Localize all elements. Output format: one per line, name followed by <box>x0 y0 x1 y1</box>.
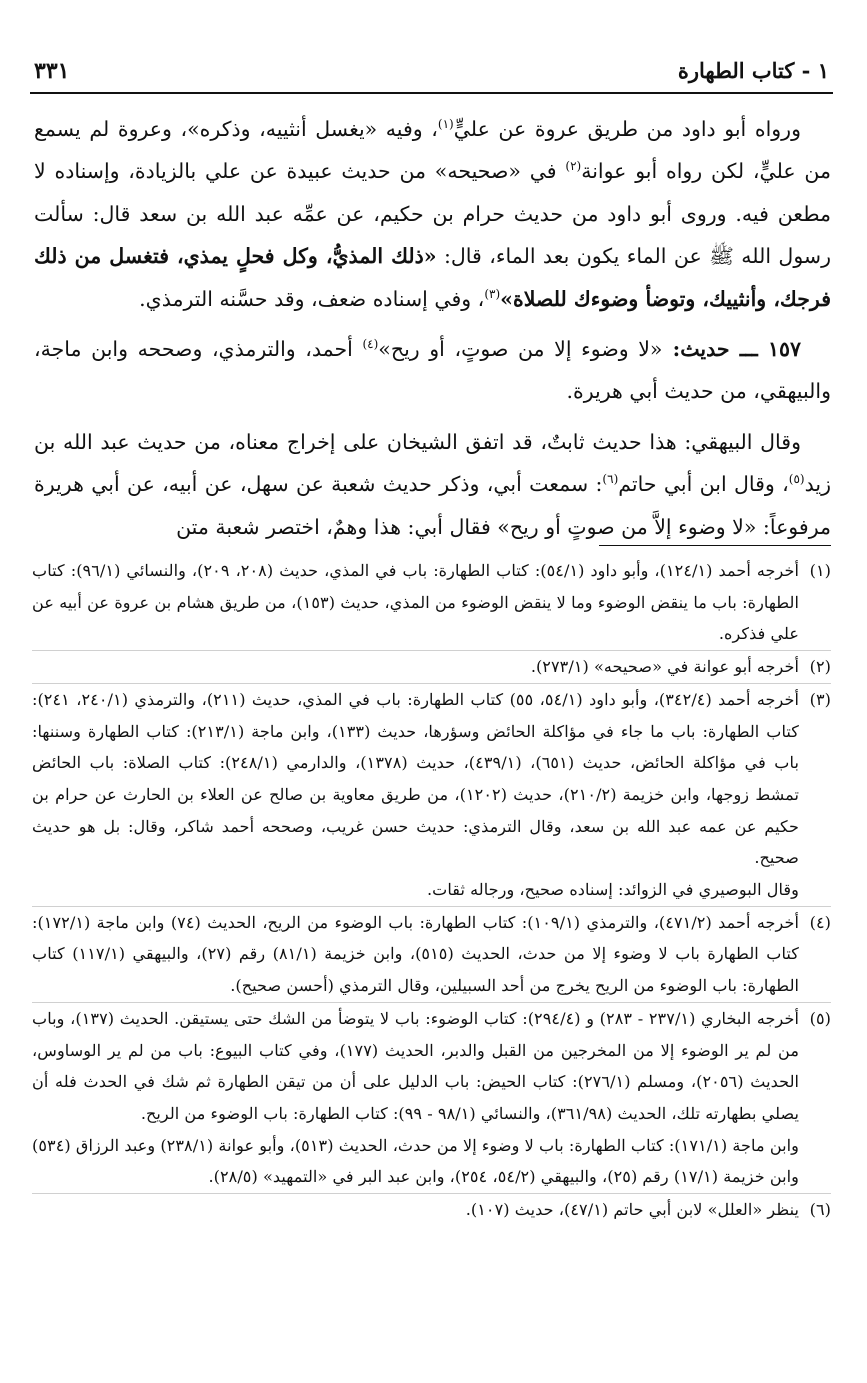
bold-quote: ١٥٧ ـــ حديث: <box>662 337 801 362</box>
text-run: : سمعت أبي، وذكر حديث شعبة عن سهل، عن أبيه، عن أبي هريرة مرفوعاً: «لا وضوء إلاَّ من صوتٍ أو ريح» فقال أبي: هذا وهمٌ، اختصر شعبة متن <box>34 472 831 539</box>
paragraph <box>34 421 831 548</box>
footnote-number: (١) <box>809 561 831 580</box>
footnote <box>32 651 831 684</box>
footnote <box>32 1003 831 1194</box>
footnotes <box>32 555 831 1226</box>
footnote-text: أخرجه أبو عوانة في «صحيحه» (٢٧٣/١). <box>530 657 799 677</box>
hadith-157-paragraph <box>34 328 831 413</box>
footnote-separator <box>599 545 831 546</box>
footnote <box>32 684 831 907</box>
footnote-reference: (١) <box>437 117 454 132</box>
footnote-number: (٦) <box>809 1200 831 1220</box>
footnote-reference: (٣) <box>484 286 501 301</box>
footnote-continuation: وابن ماجة (١٧١/١): كتاب الطهارة: باب لا وضوء إلا من حدث، الحديث (٥١٣)، وأبو عوانة (٢٣٨/١) وعبد الرزاق (٥٣٤) وابن خزيمة (١٧/١) رقم (٢٥)، والبيهقي (٥٤/٢، ٢٥٤)، وابن عبد البر في «التمهيد» (٢٨/٥). <box>32 1135 799 1187</box>
footnote-continuation: وقال البوصيري في الزوائد: إسناده صحيح، ورجاله ثقات. <box>426 880 799 900</box>
main-text <box>34 108 831 548</box>
footnote-number: (٥) <box>809 1008 831 1028</box>
chapter-title: ١ - كتاب الطهارة <box>677 58 829 83</box>
bold-quote: «ذلك المذيُّ، وكل فحلٍ يمذي، فتغسل من ذلك فرجك، وأنثييك، وتوضأ وضوءك للصلاة» <box>34 244 831 311</box>
footnote-reference: (٥) <box>788 472 805 487</box>
footnote <box>32 555 831 651</box>
text-run: ورواه أبو داود من طريق عروة عن عليٍّ <box>453 117 801 141</box>
footnote <box>32 907 831 1003</box>
text-run: أحمد، والترمذي، وصححه وابن ماجة، والبيهقي، من حديث أبي هريرة. <box>34 337 831 404</box>
footnote-reference: (٦) <box>602 472 619 487</box>
footnote-text: أخرجه أحمد (٤٧١/٢)، والترمذي (١٠٩/١): كتاب الطهارة: باب الوضوء من الريح، الحديث (٧٤) وابن ماجة (١٧٢/١): كتاب الطهارة باب لا وضوء إلا من حدث، الحديث (٥١٥)، وابن خزيمة (٨١/١) رقم (٢٧)، والبيهقي (١١٧/١) كتاب الطهارة: باب الوضوء من الريح يخرج من أحد السبيلين، وقال الترمذي (أحسن صحيح). <box>32 912 799 996</box>
footnote-number: (٢) <box>809 657 831 677</box>
footnote-text: أخرجه أحمد (٣٤٢/٤)، وأبو داود (٥٤/١، ٥٥) كتاب الطهارة: باب في المذي، حديث (٢١١)، والترمذي (٢٤٠/١، ٢٤١): كتاب الطهارة: باب ما جاء في مؤاكلة الحائض وسؤرها، حديث (١٣٣)، وابن ماجة (٢١٣/١): كتاب الطهارة وسننها: باب في مؤاكلة الحائض، حديث (٦٥١)، (٤٣٩/١)، حديث (١٣٧٨)، والدارمي (٢٤٨/١): كتاب الصلاة: باب الحائض تمشط زوجها، وابن خزيمة (٢١٠/٢)، حديث (١٢٠٢)، من طريق معاوية بن صالح عن العلاء بن الحارث عن حرام بن حكيم عن عمه عبد الله بن سعد، وقال الترمذي: حديث حسن غريب، وصححه أحمد شاكر، وقال: بل هو حديث صحيح. <box>32 689 799 868</box>
text-run: ، وقال ابن أبي حاتم <box>618 472 789 497</box>
text-run: وقال البيهقي: هذا حديث ثابتٌ، قد اتفق الشيخان على إخراج معناه، من حديث عبد الله بن زيد <box>34 429 831 497</box>
footnote-reference: (٤) <box>362 337 379 352</box>
footnote-text: ينظر «العلل» لابن أبي حاتم (٤٧/١)، حديث (١٠٧). <box>465 1200 799 1220</box>
footnote <box>32 1194 831 1226</box>
page-header <box>30 52 833 94</box>
text-run: «لا وضوء إلا من صوتٍ، أو ريح» <box>378 337 663 362</box>
text-run: ، وفيه «يغسل أنثييه، وذكره»، وعروة لم يسمع من عليٍّ، لكن رواه أبو عوانة <box>34 117 831 184</box>
footnote-number: (٤) <box>809 912 831 932</box>
paragraph <box>34 108 831 320</box>
page-number: ٣٣١ <box>34 58 70 84</box>
footnote-text: أخرجه أحمد (١٢٤/١)، وأبو داود (٥٤/١): كتاب الطهارة: باب في المذي، حديث (٢٠٨، ٢٠٩)، والنسائي (٩٦/١): كتاب الطهارة: باب ما ينقض الوضوء وما لا ينقض الوضوء من المذي، حديث (١٥٣)، من طريق هشام بن عروة عن أبيه عن علي فذكره. <box>32 561 799 644</box>
footnote-text: أخرجه البخاري (٢٣٧/١ - ٢٨٣) و (٢٩٤/٤): كتاب الوضوء: باب لا يتوضأ من الشك حتى يستيقن. الحديث (١٣٧)، وباب من لم ير الوضوء إلا من المخرجين من القبل والدبر، الحديث (١٧٧)، وفي كتاب البيوع: باب من لم ير الوساوس، الحديث (٢٠٥٦)، ومسلم (٢٧٦/١): كتاب الحيض: باب الدليل على أن من تيقن الطهارة ثم شك في الحدث فله أن يصلي بطهارته تلك، الحديث (٣٦١/٩٨)، والنسائي (٩٨/١ - ٩٩): كتاب الطهارة: باب الوضوء من الريح. <box>32 1008 799 1123</box>
footnote-number: (٣) <box>809 689 831 709</box>
text-run: ، وفي إسناده ضعف، وقد حسَّنه الترمذي. <box>139 286 485 311</box>
text-run: في «صحيحه» من حديث عبيدة عن علي بالزيادة، وإسناده لا مطعن فيه. وروى أبو داود من حديث حرام بن حكيم، عن عمِّه عبد الله بن سعد قال: سألت رسول الله ﷺ عن الماء يكون بعد الماء، قال: <box>34 159 831 269</box>
footnote-reference: (٢) <box>565 159 582 174</box>
